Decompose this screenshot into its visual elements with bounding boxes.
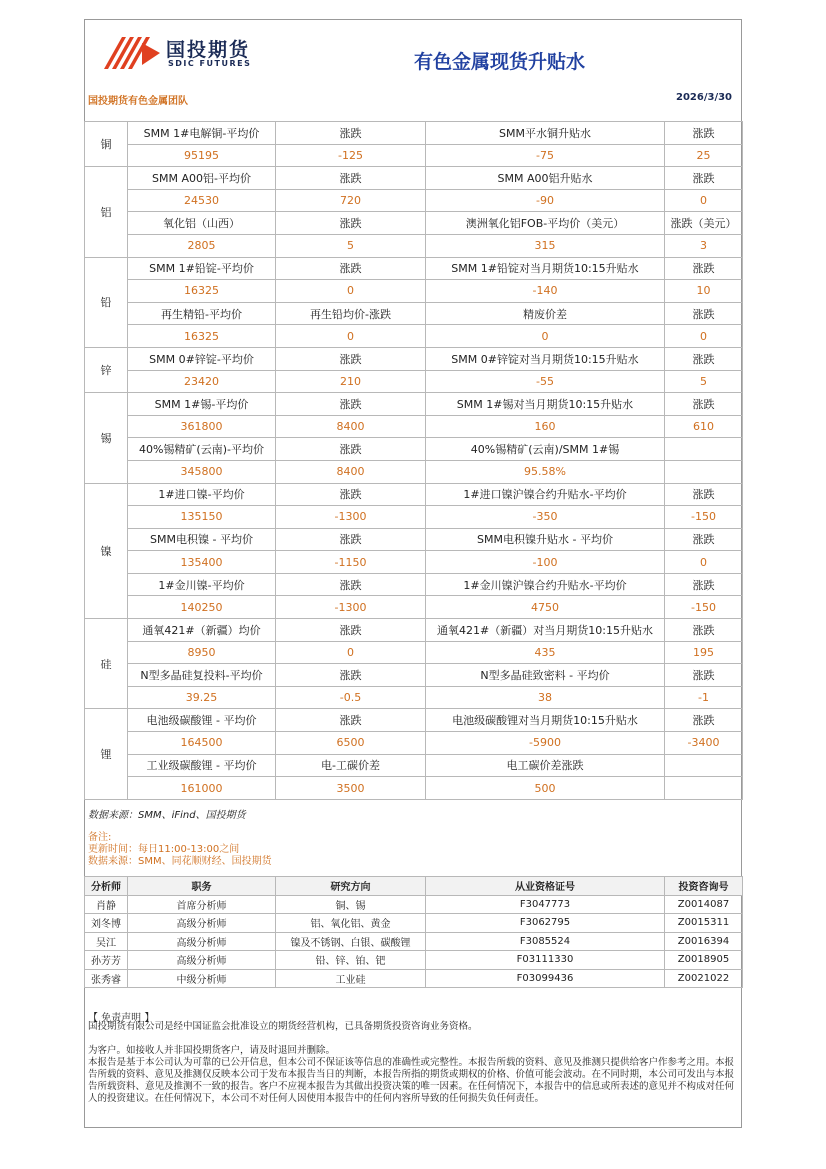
table-cell: N型多晶硅复投料-平均价 [128, 664, 276, 687]
table-cell: 铅、锌、铂、钯 [276, 951, 426, 970]
report-date: 2026/3/30 [676, 92, 733, 103]
table-cell: 1#进口镍沪镍合约升贴水-平均价 [426, 483, 665, 506]
table-row [85, 167, 743, 190]
table-cell: N型多晶硅致密料 - 平均价 [426, 664, 665, 687]
table-row [85, 325, 743, 348]
table-cell: 0 [426, 325, 665, 348]
table-cell: 涨跌 [276, 257, 426, 280]
table-cell [665, 460, 743, 483]
table-cell: 315 [426, 234, 665, 257]
table-cell: -140 [426, 280, 665, 303]
table-row [85, 302, 743, 325]
column-header: 投资咨询号 [665, 877, 743, 896]
table-cell: 工业硅 [276, 969, 426, 988]
table-row [85, 664, 743, 687]
analyst-table [84, 876, 743, 988]
table-cell: -150 [665, 506, 743, 529]
table-cell: 6500 [276, 732, 426, 755]
table-row [85, 144, 743, 167]
table-row [85, 686, 743, 709]
table-cell: -55 [426, 370, 665, 393]
table-cell: 2805 [128, 234, 276, 257]
table-cell: 涨跌 [665, 709, 743, 732]
table-cell: 涨跌 [665, 257, 743, 280]
table-cell: 164500 [128, 732, 276, 755]
table-cell: 涨跌 [665, 573, 743, 596]
logo-english-name: SDIC FUTURES [168, 59, 252, 68]
table-cell: Z0015311 [665, 914, 743, 933]
table-row [85, 347, 743, 370]
table-cell: 刘冬博 [85, 914, 128, 933]
table-row [85, 951, 743, 970]
table-row [85, 257, 743, 280]
table-cell: 镍及不锈钢、白银、碳酸锂 [276, 932, 426, 951]
page-title: 有色金属现货升贴水 [414, 51, 586, 73]
table-cell: 1#进口镍-平均价 [128, 483, 276, 506]
table-cell: 通氧421#（新疆）对当月期货10:15升贴水 [426, 619, 665, 642]
table-cell: Z0016394 [665, 932, 743, 951]
table-cell: 161000 [128, 777, 276, 800]
table-row [85, 895, 743, 914]
table-cell: F03111330 [426, 951, 665, 970]
table-row [85, 460, 743, 483]
disclaimer-paragraph: 本报告是基于本公司认为可靠的已公开信息，但本公司不保证该等信息的准确性或完整性。本报告所载的资料、意见及推测只提供给客户作参考之用。本报告所载的资料、意见及推测仅反映本公司于发布本报告当日的判断，本报告所指的期货或期权的价格、价值可能会波动。在不同时期，本公司可发出与本报告所载资料、意见及推测不一致的报告。客户不应视本报告为其做出投资决策的唯一因素。在任何情况下，本报告中的信息或所表述的意见并不构成对任何人的投资建议。在任何情况下，本公司不对任何人因使用本报告中的任何内容所导致的任何损失负任何责任。 [88, 1057, 735, 1104]
table-cell: 涨跌 [276, 573, 426, 596]
table-row [85, 551, 743, 574]
table-cell: SMM 1#锡-平均价 [128, 393, 276, 416]
table-cell: 电池级碳酸锂 - 平均价 [128, 709, 276, 732]
table-row [85, 914, 743, 933]
table-cell: 涨跌 [276, 167, 426, 190]
table-cell: 电工碳价差涨跌 [426, 754, 665, 777]
table-cell: F03099436 [426, 969, 665, 988]
table-cell: 8400 [276, 460, 426, 483]
metal-label-tin: 锡 [85, 393, 128, 483]
table-row [85, 212, 743, 235]
table-cell: SMM 1#铅锭对当月期货10:15升贴水 [426, 257, 665, 280]
table-cell: 铜、锡 [276, 895, 426, 914]
table-row [85, 732, 743, 755]
table-cell: 5 [665, 370, 743, 393]
table-cell: 95.58% [426, 460, 665, 483]
metal-label-zinc: 锌 [85, 347, 128, 392]
table-row [85, 415, 743, 438]
metal-label-lithium: 锂 [85, 709, 128, 799]
table-cell: SMM 1#铅锭-平均价 [128, 257, 276, 280]
data-source-line: 数据来源：SMM、iFind、国投期货 [88, 810, 246, 821]
table-row [85, 122, 743, 145]
table-cell: -100 [426, 551, 665, 574]
notes-block [88, 832, 272, 868]
table-cell: 涨跌 [276, 709, 426, 732]
table-cell: 10 [665, 280, 743, 303]
table-row [85, 969, 743, 988]
table-cell: 5 [276, 234, 426, 257]
table-cell: 160 [426, 415, 665, 438]
table-cell: -150 [665, 596, 743, 619]
table-cell: 孙芳芳 [85, 951, 128, 970]
table-cell: 电-工碳价差 [276, 754, 426, 777]
table-cell: 涨跌 [665, 122, 743, 145]
spot-premium-table [84, 121, 743, 800]
table-cell: 135400 [128, 551, 276, 574]
table-cell: 3 [665, 234, 743, 257]
table-cell: SMM A00铝升贴水 [426, 167, 665, 190]
table-cell: SMM A00铝-平均价 [128, 167, 276, 190]
disclaimer-paragraph: 国投期货有限公司是经中国证监会批准设立的期货经营机构，已具备期货投资咨询业务资格。 [88, 1021, 478, 1032]
table-cell: 500 [426, 777, 665, 800]
table-cell: 23420 [128, 370, 276, 393]
table-cell: 39.25 [128, 686, 276, 709]
table-cell: 工业级碳酸锂 - 平均价 [128, 754, 276, 777]
column-header: 从业资格证号 [426, 877, 665, 896]
table-cell: 435 [426, 641, 665, 664]
table-cell: 涨跌 [276, 619, 426, 642]
table-cell: 涨跌 [276, 212, 426, 235]
table-row [85, 280, 743, 303]
table-row [85, 370, 743, 393]
table-cell: 涨跌 [665, 528, 743, 551]
column-header: 职务 [128, 877, 276, 896]
table-cell: 1#金川镍沪镍合约升贴水-平均价 [426, 573, 665, 596]
table-cell: -90 [426, 189, 665, 212]
table-cell: SMM电积镍 - 平均价 [128, 528, 276, 551]
table-cell: 25 [665, 144, 743, 167]
table-row [85, 573, 743, 596]
table-row [85, 932, 743, 951]
table-cell: 高级分析师 [128, 914, 276, 933]
table-cell: 高级分析师 [128, 932, 276, 951]
metal-label-silicon: 硅 [85, 619, 128, 709]
disclaimer-title: 【 免责声明 】 [88, 1013, 155, 1024]
table-cell: Z0018905 [665, 951, 743, 970]
column-header: 分析师 [85, 877, 128, 896]
table-cell: 涨跌 [276, 347, 426, 370]
team-name: 国投期货有色金属团队 [88, 96, 188, 107]
table-cell: 210 [276, 370, 426, 393]
table-cell: 0 [665, 189, 743, 212]
table-cell: 涨跌 [276, 438, 426, 461]
table-row [85, 596, 743, 619]
company-logo [104, 33, 284, 73]
table-cell: Z0014087 [665, 895, 743, 914]
table-cell: 8400 [276, 415, 426, 438]
metal-label-lead: 铅 [85, 257, 128, 347]
table-cell: 涨跌 [276, 483, 426, 506]
table-row [85, 641, 743, 664]
table-cell: 涨跌 [665, 619, 743, 642]
table-cell: 0 [276, 641, 426, 664]
table-cell: 通氧421#（新疆）均价 [128, 619, 276, 642]
table-row [85, 234, 743, 257]
table-row [85, 777, 743, 800]
table-cell: 涨跌 [665, 483, 743, 506]
table-cell: SMM电积镍升贴水 - 平均价 [426, 528, 665, 551]
table-cell: 高级分析师 [128, 951, 276, 970]
table-cell: 张秀睿 [85, 969, 128, 988]
table-cell: 涨跌 [665, 664, 743, 687]
table-cell: 中级分析师 [128, 969, 276, 988]
table-cell: -350 [426, 506, 665, 529]
table-cell: 195 [665, 641, 743, 664]
table-cell: 0 [276, 325, 426, 348]
table-cell: 610 [665, 415, 743, 438]
table-cell: 1#金川镍-平均价 [128, 573, 276, 596]
table-cell: -75 [426, 144, 665, 167]
table-cell: 涨跌 [276, 528, 426, 551]
metal-label-copper: 铜 [85, 122, 128, 167]
table-header-row [85, 877, 743, 896]
column-header: 研究方向 [276, 877, 426, 896]
table-cell: 361800 [128, 415, 276, 438]
table-cell [665, 777, 743, 800]
table-cell: 3500 [276, 777, 426, 800]
table-row [85, 619, 743, 642]
table-cell: 0 [665, 325, 743, 348]
table-cell: 345800 [128, 460, 276, 483]
table-cell [665, 438, 743, 461]
table-cell: SMM平水铜升贴水 [426, 122, 665, 145]
table-cell: F3085524 [426, 932, 665, 951]
metal-label-nickel: 镍 [85, 483, 128, 619]
table-cell: SMM 1#电解铜-平均价 [128, 122, 276, 145]
table-row [85, 438, 743, 461]
disclaimer-paragraph: 为客户。如接收人并非国投期货客户，请及时退回并删除。 [88, 1045, 336, 1056]
table-cell: -3400 [665, 732, 743, 755]
table-cell: F3062795 [426, 914, 665, 933]
table-cell: 铝、氧化铝、黄金 [276, 914, 426, 933]
table-row [85, 709, 743, 732]
table-cell: 16325 [128, 325, 276, 348]
table-cell: 95195 [128, 144, 276, 167]
table-row [85, 393, 743, 416]
table-cell: 0 [276, 280, 426, 303]
update-time: 更新时间：每日11:00-13:00之间 [88, 844, 240, 855]
table-cell: 涨跌（美元） [665, 212, 743, 235]
report-header [84, 19, 742, 87]
table-cell: 0 [665, 551, 743, 574]
table-cell: -1300 [276, 506, 426, 529]
table-cell: 140250 [128, 596, 276, 619]
table-cell: 24530 [128, 189, 276, 212]
table-cell: -1150 [276, 551, 426, 574]
table-cell [665, 754, 743, 777]
table-cell: 涨跌 [665, 347, 743, 370]
table-cell: Z0021022 [665, 969, 743, 988]
logo-chinese-name: 国投期货 [166, 39, 251, 61]
table-cell: 涨跌 [665, 393, 743, 416]
metal-label-aluminum: 铝 [85, 167, 128, 257]
table-row [85, 506, 743, 529]
logo-stripes-icon [104, 35, 162, 69]
table-cell: SMM 0#锌锭-平均价 [128, 347, 276, 370]
table-cell: 涨跌 [276, 393, 426, 416]
table-cell: 涨跌 [276, 664, 426, 687]
table-cell: 4750 [426, 596, 665, 619]
table-cell: -5900 [426, 732, 665, 755]
table-cell: 澳洲氧化铝FOB-平均价（美元） [426, 212, 665, 235]
table-cell: 16325 [128, 280, 276, 303]
table-cell: 肖静 [85, 895, 128, 914]
table-cell: 再生铅均价-涨跌 [276, 302, 426, 325]
disclaimer-text [88, 1021, 738, 1105]
table-row [85, 189, 743, 212]
table-row [85, 754, 743, 777]
table-row [85, 483, 743, 506]
table-cell: -1 [665, 686, 743, 709]
table-cell: -1300 [276, 596, 426, 619]
table-cell: F3047773 [426, 895, 665, 914]
table-cell: 8950 [128, 641, 276, 664]
table-cell: SMM 1#锡对当月期货10:15升贴水 [426, 393, 665, 416]
table-cell: 再生精铅-平均价 [128, 302, 276, 325]
table-cell: 720 [276, 189, 426, 212]
table-cell: SMM 0#锌锭对当月期货10:15升贴水 [426, 347, 665, 370]
table-cell: 电池级碳酸锂对当月期货10:15升贴水 [426, 709, 665, 732]
table-cell: 涨跌 [665, 167, 743, 190]
table-cell: 氧化铝（山西） [128, 212, 276, 235]
table-cell: 涨跌 [276, 122, 426, 145]
table-cell: 38 [426, 686, 665, 709]
notes-source: 数据来源：SMM、同花顺财经、国投期货 [88, 856, 272, 867]
table-cell: 涨跌 [665, 302, 743, 325]
table-cell: 40%锡精矿(云南)/SMM 1#锡 [426, 438, 665, 461]
table-cell: 135150 [128, 506, 276, 529]
table-cell: 吴江 [85, 932, 128, 951]
table-row [85, 528, 743, 551]
table-cell: 40%锡精矿(云南)-平均价 [128, 438, 276, 461]
table-cell: 精废价差 [426, 302, 665, 325]
table-cell: -125 [276, 144, 426, 167]
table-cell: -0.5 [276, 686, 426, 709]
table-cell: 首席分析师 [128, 895, 276, 914]
notes-label: 备注: [88, 832, 112, 843]
